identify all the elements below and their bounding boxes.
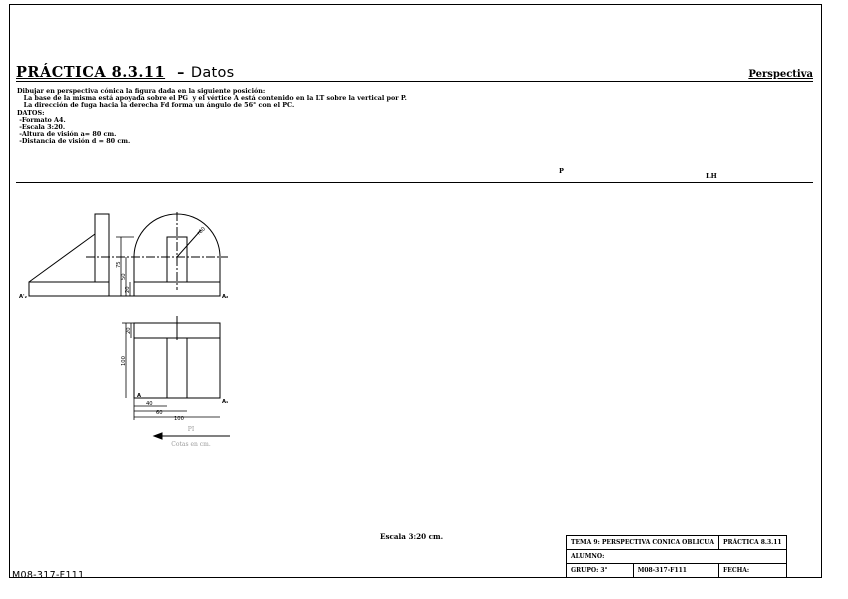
elevation-wall	[95, 214, 109, 282]
horizon-line-label: LH	[706, 172, 717, 180]
scale-note: Escala 3:20 cm.	[380, 532, 444, 541]
title-block-grupo: GRUPO: 3°	[567, 564, 634, 578]
title-block	[566, 535, 787, 578]
description-line: DATOS:	[17, 108, 45, 117]
pi-label: PI	[187, 426, 195, 433]
dim-20a-text: 20	[125, 286, 131, 293]
drawing-code: M08-317-F111	[12, 570, 85, 581]
description-line: -Altura de visión a= 80 cm.	[17, 130, 117, 139]
description-line: La dirección de fuga hacia la derecha Fd forma un ángulo de 56° con el PC.	[17, 101, 295, 110]
title-block-alumno: ALUMNO:	[567, 550, 787, 564]
title-block-practica: PRÁCTICA 8.3.11	[719, 536, 787, 550]
dim-r60-text: r60	[196, 226, 207, 237]
title-block-code: M08-317-F111	[633, 564, 718, 578]
elevation-slope	[29, 234, 95, 282]
point-p-label: P	[559, 167, 564, 175]
topic-label: Perspectiva	[748, 69, 813, 80]
description-line: La base de la misma está apoyada sobre el PG y el vértice A está contenido en la LT sobre la vertical por P.	[17, 94, 407, 103]
description-line: Dibujar en perspectiva cónica la figura dada en la siguiente posición:	[17, 87, 266, 95]
description-line: -Formato A4.	[17, 115, 66, 124]
description-line: -Distancia de visión d = 80 cm.	[17, 137, 131, 146]
title-sub: Datos	[190, 65, 235, 81]
description-line: -Escala 3:20.	[17, 123, 66, 132]
dim-60-text: 60	[156, 410, 163, 416]
dim-100v-text: 100	[121, 356, 127, 366]
title-block-tema: TEMA 9: PERSPECTIVA CONICA OBLICUA	[567, 536, 719, 550]
elevation-base	[29, 282, 109, 296]
dim-75-text: 75	[116, 261, 122, 268]
label-a2-right: A₂	[222, 294, 229, 300]
dim-20b-text: 20	[126, 327, 132, 334]
dim-50-text: 50	[121, 273, 127, 280]
title-block-fecha: FECHA:	[719, 564, 787, 578]
label-a2-left: A'₂	[19, 294, 27, 300]
plan-view	[122, 316, 220, 420]
label-a1: A₁	[222, 399, 229, 405]
dim-100h-text: 100	[174, 416, 184, 422]
title-main: PRÁCTICA 8.3.11	[16, 64, 166, 81]
title-separator: –	[177, 64, 185, 81]
cotas-note: Cotas en cm.	[171, 441, 211, 448]
dim-40-text: 40	[146, 401, 153, 407]
elevation-view	[29, 212, 228, 296]
label-a: A	[137, 393, 142, 399]
pi-arrow-head	[154, 433, 162, 439]
